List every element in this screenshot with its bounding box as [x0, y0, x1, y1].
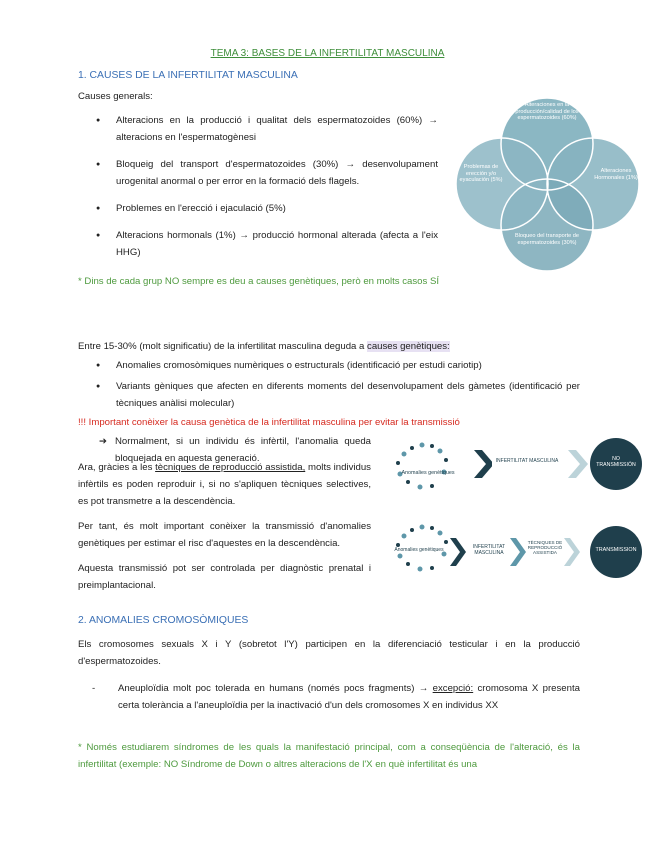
genetic-note: * Dins de cada grup NO sempre es deu a causes genètiques, però en molts casos SÍ [78, 276, 440, 287]
list-item: ● Alteracions hormonals (1%) → producció hormonal alterada (afecta a l'eix HHG) [78, 227, 438, 261]
exception-link[interactable]: excepció: [432, 683, 474, 694]
paragraph-text: molts individus infèrtils es poden reproduir i, si no s'apliquen tècniques selectives, es pot transmetre a la descendència. [78, 462, 371, 507]
flow-label-genetic-2: Anomalies genètiques [394, 547, 444, 553]
list-item: ● Bloqueig del transport d'espermatozoides (30%) → desenvolupament urogenital anormal o per error en la formació dels flagels. [78, 156, 438, 190]
list-item: ● Alteracions en la producció i qualitat dels espermatozoides (60%) → alteracions en l'espermatogènesi [78, 112, 438, 146]
document-title: TEMA 3: BASES DE LA INFERTILITAT MASCULINA [210, 48, 445, 59]
syndromes-note: * Només estudiarem síndromes de les quals la manifestació principal, com a conseqüència de l'alteració, és la infertilitat (exemple: NO Síndrome de Down o altres alteracions de l'X en què infertilitat és una [78, 742, 580, 770]
flow-label-no-transmission: NO TRANSMISSIÓN [596, 456, 636, 468]
aneuploidy-text: cromosoma X presenta certa tolerància a l'aneuploïdia per la inactivació d'un dels cromosomes X en individus XX [118, 683, 580, 711]
general-causes-label: Causes generals: [78, 91, 153, 102]
genetic-intro [78, 338, 598, 355]
aneuploidy-item [92, 680, 580, 714]
venn-label-transport: Bloqueo del transporte de espermatozoides (30%) [514, 233, 580, 246]
genetic-causes-list [78, 357, 580, 412]
general-causes-list [78, 112, 438, 261]
flow-label-genetic: Anomalies genètiques [401, 470, 455, 476]
assisted-reproduction-link[interactable]: tècniques de reproducció assistida, [155, 462, 306, 473]
causes-venn-diagram [450, 92, 645, 277]
assisted-reproduction-paragraph [78, 459, 371, 510]
list-item: ● Variants gèniques que afecten en diferents moments del desenvolupament dels gàmetes (identificació per tècniques anàlisi molecular) [78, 378, 580, 412]
venn-label-production: Alteraciones en la producción/calidad de los espermatozoides (60%) [515, 102, 579, 122]
flow-label-infertility-2: INFERTILITAT MASCULINA [472, 544, 506, 556]
chevron-right-icon [568, 450, 588, 478]
dots-cluster-icon [396, 443, 448, 490]
list-item: ● Problemes en l'erecció i ejaculació (5%) [78, 200, 438, 217]
section-2-heading: 2. ANOMALIES CROMOSÒMIQUES [78, 615, 249, 626]
section-1-heading: 1. CAUSES DE LA INFERTILITAT MASCULINA [78, 70, 298, 81]
sex-chromosomes-paragraph: Els cromosomes sexuals X i Y (sobretot l'Y) participen en la diferenciació testicular i en la producció d'espermatozoides. [78, 639, 580, 667]
venn-label-erection: Problemas de erección y/o eyaculación (5%) [459, 164, 503, 184]
aneuploidy-text: Aneuploïdia molt poc tolerada en humans (només pocs fragments) → [118, 683, 433, 694]
genetic-intro-text: Entre 15-30% (molt significatiu) de la infertilitat masculina deguda a [78, 341, 368, 352]
diagnosis-paragraph: Aquesta transmissió pot ser controlada per diagnòstic prenatal i preimplantacional. [78, 563, 371, 591]
flow-label-infertility: INFERTILITAT MASCULINA [495, 458, 559, 464]
flow-label-assisted: TÈCNIQUES DE REPRODUCCIÓ ASSISTIDA [527, 540, 563, 555]
arrow-note-text: Normalment, si un individu és infèrtil, l'anomalia queda bloquejada en aquesta generació. [115, 436, 371, 464]
dash-bullet: - [92, 683, 96, 694]
flow-label-transmission: TRANSMISSIÓN [595, 547, 637, 553]
transmission-paragraph: Per tant, és molt important conèixer la transmissió d'anomalies genètiques per estimar el risc d'aquestes en la descendència. [78, 521, 371, 549]
chevron-right-icon [564, 538, 580, 566]
transmission-flow-diagram [384, 432, 644, 584]
chevron-right-icon [474, 450, 494, 478]
list-item: ● Anomalies cromosòmiques numèriques o estructurals (identificació per estudi cariotip) [78, 357, 580, 374]
paragraph-text: Ara, gràcies a les [78, 462, 156, 473]
right-arrow-icon: ➔ [99, 436, 108, 447]
venn-label-hormonal: Alteraciones Hormonales (1%) [594, 168, 638, 181]
genetic-causes-highlight: causes genètiques: [367, 341, 450, 352]
important-note: !!! Important conèixer la causa genètica de la infertilitat masculina per evitar la transmissió [78, 417, 460, 428]
